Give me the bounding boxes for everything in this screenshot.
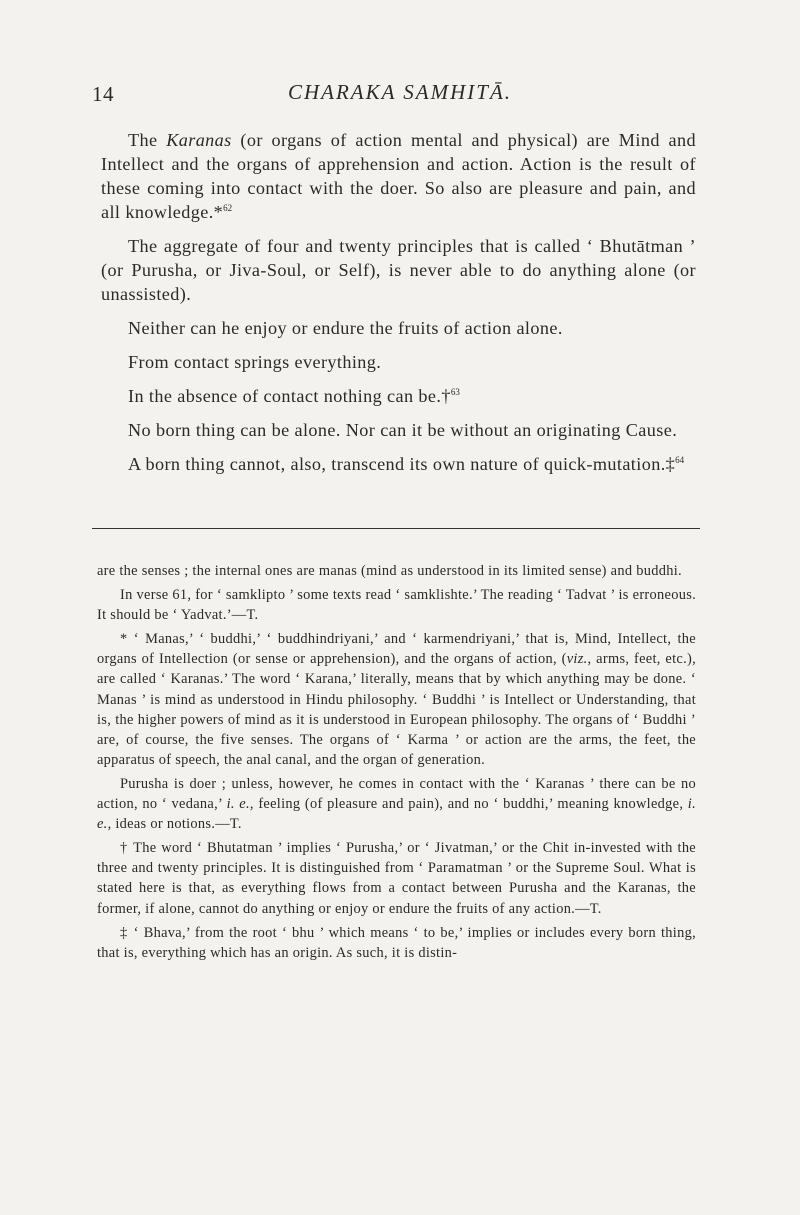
n3-a: * ‘ Manas,’ ‘ buddhi,’ ‘ buddhindriyani,’ and ‘ karmendriyani,’ that is, Mind, Intellect, the organs of Intellection (or sense or apprehension), and the organs of action, (	[97, 631, 696, 668]
note-bhutatman: † The word ‘ Bhutatman ’ implies ‘ Purusha,’ or ‘ Jivatman,’ or the Chit in-invested with the three and twenty principles. It is distinguished from ‘ Paramatman ’ or the Supreme Soul. What is stated here is that, as everything flows from a contact between Purusha and the Karanas, the former, if alone, cannot do anything or enjoy or endure the fruits of any action.—T.	[97, 840, 696, 917]
note-senses: are the senses ; the internal ones are manas (mind as understood in its limited sense) and buddhi.	[97, 563, 682, 579]
p5-text: In the absence of contact nothing can be.†	[128, 386, 451, 406]
paragraph-contact: From contact springs everything.	[128, 352, 382, 372]
note-verse-61: In verse 61, for ‘ samklipto ’ some texts read ‘ samklishte.’ The reading ‘ Tadvat ’ is erroneous. It should be ‘ Yadvat.’—T.	[97, 587, 696, 624]
running-title: CHARAKA SAMHITĀ.	[287, 80, 513, 104]
p1-lead: The	[128, 130, 167, 150]
footnote-rule	[92, 528, 700, 529]
term-ie-1: i. e.	[226, 796, 250, 813]
paragraph-born-thing: No born thing can be alone. Nor can it be without an originating Cause.	[128, 420, 678, 440]
n4-a: Purusha is doer ; unless, however, he comes in contact with the ‘ Karanas ’ there can be no action, no ‘ vedana,’	[97, 775, 696, 813]
ref-64: 64	[675, 454, 685, 465]
n4-b: , feeling (of pleasure and pain), and no ‘ buddhi,’ meaning knowledge,	[249, 796, 688, 813]
p1-rest: (or organs of action mental and physical) are Mind and Intellect and the organs of apprehension and action. Action is the result of these coming into contact with the doer. So also are pleasure and pain, and all knowledge.*	[101, 130, 696, 222]
note-purusha	[97, 774, 696, 834]
note-manas	[97, 629, 696, 770]
term-karanas: Karanas	[166, 130, 232, 150]
term-ie-2: i. e.	[97, 796, 696, 833]
main-text	[101, 128, 696, 486]
paragraph-aggregate: The aggregate of four and twenty principles that is called ‘ Bhutātman ’ (or Purusha, or Jiva-Soul, or Self), is never able to do anything alone (or unassisted).	[101, 236, 696, 304]
paragraph-absence	[101, 384, 696, 408]
paragraph-transcend	[101, 452, 696, 476]
paragraph-neither: Neither can he enjoy or endure the fruits of action alone.	[128, 318, 563, 338]
footnotes	[97, 561, 696, 967]
term-viz: viz.	[566, 651, 588, 668]
n3-b: , arms, feet, etc.), are called ‘ Karanas.’ The word ‘ Karana,’ literally, means that by which anything may be done. ‘ Manas ’ is mind as understood in Hindu philosophy. ‘ Buddhi ’ is Intellect or Understanding, that is, the higher powers of mind as it is understood in European philosophy. The organs of ‘ Buddhi ’ are, of course, the five senses. The organs of ‘ Karma ’ or action are the arms, the feet, the apparatus of speech, the anal canal, and the organ of generation.	[97, 651, 696, 768]
paragraph-karanas	[101, 128, 696, 224]
n4-c: , ideas or notions.—T.	[107, 816, 242, 833]
p7-text: A born thing cannot, also, transcend its own nature of quick-mutation.‡	[128, 454, 676, 474]
note-bhava: ‡ ‘ Bhava,’ from the root ‘ bhu ’ which means ‘ to be,’ implies or includes every born thing, that is, everything which has an origin. As such, it is distin-	[97, 924, 696, 961]
ref-62: 62	[223, 202, 233, 213]
ref-63: 63	[450, 386, 460, 397]
page-number: 14	[92, 82, 114, 106]
